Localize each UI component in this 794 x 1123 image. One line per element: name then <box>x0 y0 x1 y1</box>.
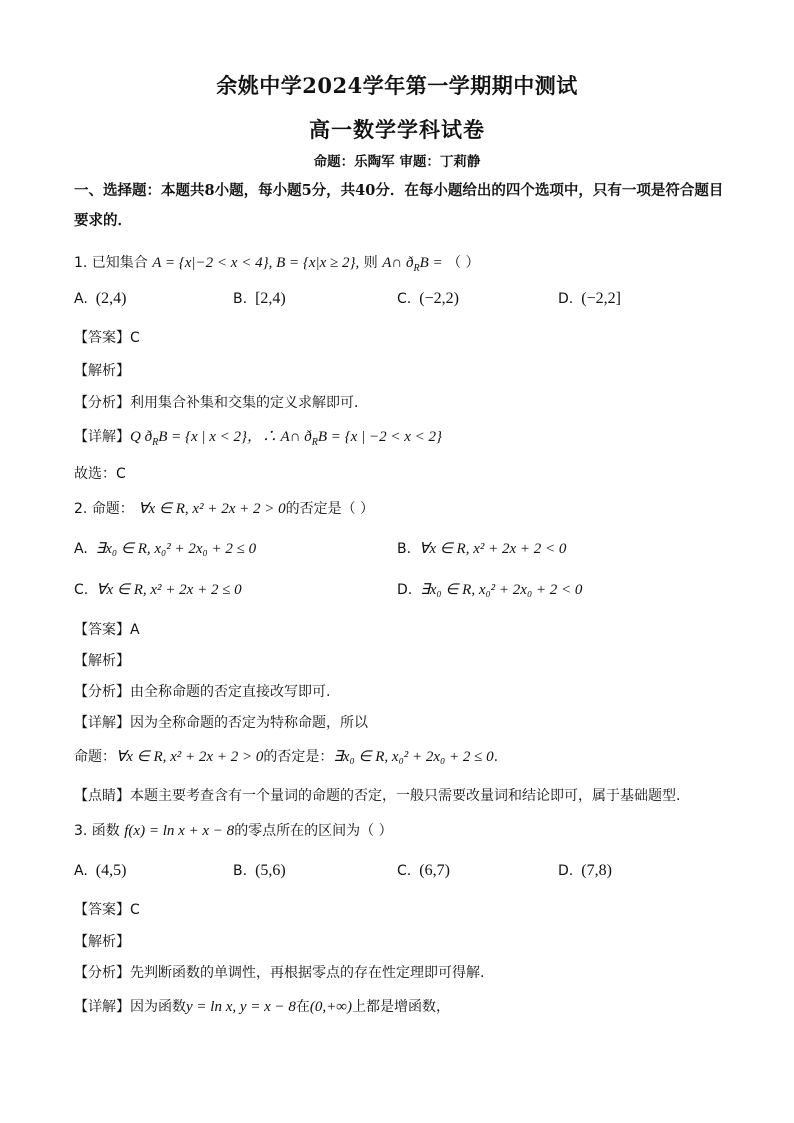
option-label: C. <box>74 582 89 598</box>
q1-stem-math2: A∩ ð <box>382 255 414 271</box>
q2-detail: 【详解】因为全称命题的否定为特称命题，所以 <box>74 715 368 731</box>
q1-stem-math: A = {x|−2 < x < 4}, B = {x|x ≥ 2}, <box>152 255 360 271</box>
option-value: (2,4) <box>95 290 127 307</box>
option-label: B. <box>233 863 248 879</box>
q3-analysis: 【分析】先判断函数的单调性，再根据零点的存在性定理即可得解. <box>74 965 485 981</box>
option-value: ∀x ∈ R, x² + 2x + 2 < 0 <box>419 541 567 557</box>
q2-detail2-end: . <box>493 749 499 765</box>
q2-detail2 <box>74 746 498 766</box>
q3-option-c <box>397 862 450 880</box>
option-value: (6,7) <box>419 862 450 879</box>
q1-stem-prefix: 1. 已知集合 <box>74 255 148 271</box>
q1-conclusion: 故选：C <box>74 466 126 482</box>
option-value: ∀x ∈ R, x² + 2x + 2 ≤ 0 <box>96 582 242 598</box>
option-label: B. <box>233 291 248 307</box>
q3-answer: 【答案】C <box>74 902 140 918</box>
option-value: (5,6) <box>255 862 286 879</box>
q2-analysis: 【分析】由全称命题的否定直接改写即可. <box>74 684 331 700</box>
q1-detail <box>74 425 442 448</box>
q3-detail <box>74 996 450 1016</box>
option-value: (−2,2) <box>419 290 459 307</box>
q2-option-a <box>74 539 256 558</box>
q3-detail-math2: (0,+∞) <box>309 999 352 1015</box>
option-value: ∃x₀ ∈ R, x₀² + 2x₀ + 2 ≤ 0 <box>95 541 257 557</box>
q1-analysis-tag: 【解析】 <box>74 363 130 379</box>
option-label: C. <box>397 291 412 307</box>
option-label: A. <box>74 541 88 557</box>
q1-detail-sub: R <box>152 436 159 448</box>
q2-stem-suffix: 的否定是（ ） <box>285 501 375 517</box>
q1-stem-mid: 则 <box>363 255 378 271</box>
option-value: ∃x₀ ∈ R, x₀² + 2x₀ + 2 < 0 <box>420 582 583 598</box>
q1-stem-paren: （ ） <box>447 255 480 271</box>
option-label: A. <box>74 863 88 879</box>
q1-stem <box>74 252 480 274</box>
q1-detail-math: Q ð <box>130 429 153 445</box>
q3-detail-math: y = ln x, y = x − 8 <box>186 999 296 1015</box>
authors-line: 命题：乐陶军 审题：丁莉静 <box>313 154 481 170</box>
q2-stem-prefix: 2. 命题： <box>74 501 134 517</box>
option-value: (−2,2] <box>581 290 621 307</box>
exam-subtitle: 高一数学学科试卷 <box>309 117 485 142</box>
option-label: D. <box>397 582 413 598</box>
q2-option-d <box>397 580 582 599</box>
q3-stem <box>74 820 393 840</box>
option-value: [2,4) <box>255 290 286 307</box>
q1-answer: 【答案】C <box>74 330 140 346</box>
q2-stem <box>74 498 374 518</box>
q1-analysis: 【分析】利用集合补集和交集的定义求解即可． <box>74 395 368 411</box>
q1-detail-math3: B = {x | −2 < x < 2} <box>317 429 442 445</box>
exam-title: 余姚中学2024学年第一学期期中测试 <box>216 73 578 98</box>
option-value: (7,8) <box>581 862 612 879</box>
option-label: A. <box>74 291 88 307</box>
q2-option-b <box>397 539 566 558</box>
q1-option-d <box>558 290 621 308</box>
q2-analysis-tag: 【解析】 <box>74 653 130 669</box>
q2-detail2-math: ∀x ∈ R, x² + 2x + 2 > 0 <box>116 749 264 765</box>
option-label: D. <box>558 863 574 879</box>
q3-analysis-tag: 【解析】 <box>74 934 130 950</box>
q3-detail-mid: 在 <box>295 999 310 1015</box>
q2-detail2-math2: ∃x₀ ∈ R, x₀² + 2x₀ + 2 ≤ 0 <box>333 749 494 765</box>
q2-detail2-mid: 的否定是： <box>263 749 334 765</box>
option-value: (4,5) <box>95 862 127 879</box>
q3-detail-suffix: 上都是增函数， <box>351 999 450 1015</box>
option-label: D. <box>558 291 574 307</box>
q3-stem-suffix: 的零点所在的区间为（ ） <box>234 823 393 839</box>
q2-stem-math: ∀x ∈ R, x² + 2x + 2 > 0 <box>138 501 286 517</box>
q3-option-d <box>558 862 612 880</box>
q2-comment: 【点睛】本题主要考查含有一个量词的命题的否定，一般只需要改量词和结论即可，属于基础题型. <box>74 788 681 804</box>
section-heading: 一、选择题：本题共8小题，每小题5分，共40分．在每小题给出的四个选项中，只有一项是符合题目要求的． <box>74 182 724 229</box>
q1-detail-math2: B = {x | x < 2}，∴ A∩ ð <box>158 429 312 445</box>
option-label: B. <box>397 541 412 557</box>
q2-option-c <box>74 580 242 599</box>
q1-stem-sub: R <box>413 262 420 274</box>
q1-detail-sub2: R <box>311 436 318 448</box>
q3-detail-prefix: 【详解】因为函数 <box>74 999 186 1015</box>
q3-stem-math: f(x) = ln x + x − 8 <box>124 823 235 839</box>
q3-option-b <box>233 862 286 880</box>
q3-stem-prefix: 3. 函数 <box>74 823 120 839</box>
q1-option-a <box>74 290 126 308</box>
option-label: C. <box>397 863 412 879</box>
q1-option-c <box>397 290 459 308</box>
q3-option-a <box>74 862 126 880</box>
q2-detail2-prefix: 命题： <box>74 749 116 765</box>
q1-option-b <box>233 290 286 308</box>
q1-stem-math3: B = <box>419 255 443 271</box>
q2-answer: 【答案】A <box>74 622 140 638</box>
q1-detail-tag: 【详解】 <box>74 429 130 445</box>
